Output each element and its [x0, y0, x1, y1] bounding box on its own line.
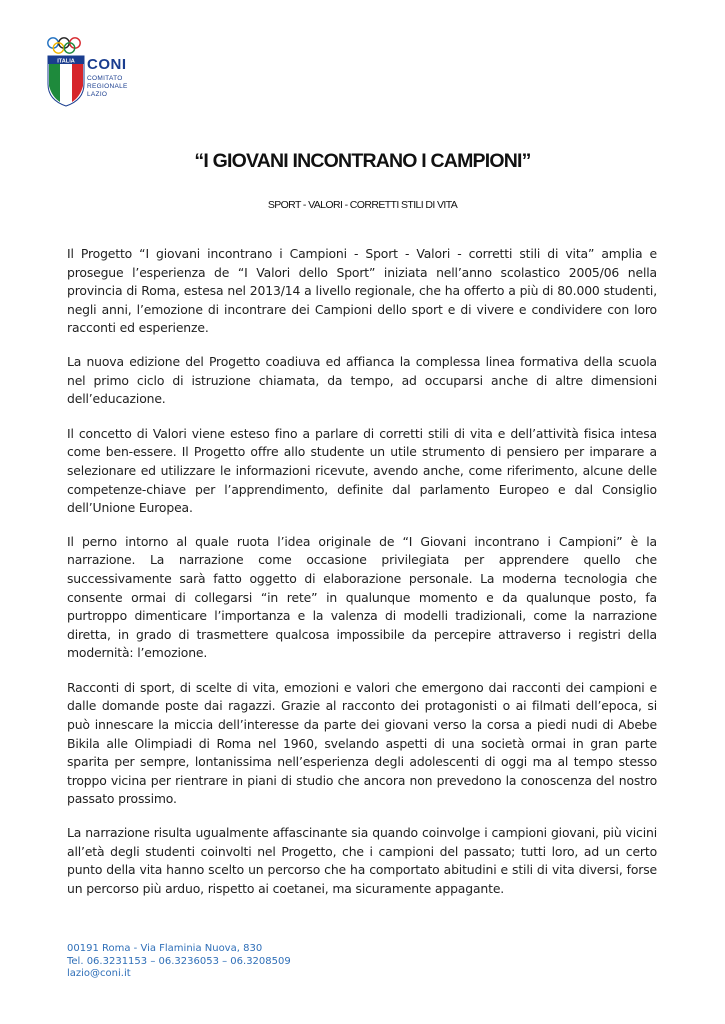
- document-body: [67, 245, 657, 913]
- document-subtitle: SPORT - VALORI - CORRETTI STILI DI VITA: [267, 199, 458, 211]
- org-sub-line: COMITATO: [87, 75, 123, 82]
- logo-italia-label: ITALIA: [57, 58, 75, 65]
- body-paragraph: Il Progetto “I giovani incontrano i Campioni - Sport - Valori - corretti stili di vita” amplia e prosegue l’esperienza de “I Valori dello Sport” iniziata nell’anno scolastico 2005/06 nella provincia di Roma, estesa nel 2013/14 a livello regionale, che ha offerto a più di 80.000 studenti, negli anni, l’emozione di incontrare dei Campioni dello sport e di vivere e condividere con loro racconti ed esperienze.: [67, 246, 657, 336]
- footer-address: 00191 Roma - Via Flaminia Nuova, 830: [67, 943, 263, 954]
- coni-logo: [46, 36, 156, 108]
- footer-phones: Tel. 06.3231153 – 06.3236053 – 06.3208509: [67, 955, 291, 967]
- org-sub-line: LAZIO: [87, 91, 108, 98]
- body-paragraph: Il concetto di Valori viene esteso fino a parlare di corretti stili di vita e dell’attività fisica intesa come ben-essere. Il Progetto offre allo studente un utile strumento di pensiero per imparare a selezionare ed utilizzare le informazioni ricevute, avendo anche, come riferimento, alcune delle competenze-chiave per l’apprendimento, definite dal parlamento Europeo e dal Consiglio dell’Unione Europea.: [67, 425, 657, 516]
- body-paragraph: Il perno intorno al quale ruota l’idea originale de “I Giovani incontrano i Campioni” è la narrazione. La narrazione come occasione privilegiata per apprendere quello che successivamente sarà fatto oggetto di elaborazione personale. La moderna tecnologia che consente ormai di collegarsi “in rete” in qualunque momento e da qualunque posto, fa purtroppo dimenticare l’importanza e la valenza di modelli tradizionali, come la narrazione diretta, in grado di trasmettere qualcosa impossibile da percepire attraverso i registri della modernità: l’emozione.: [67, 533, 657, 661]
- org-sub-line: REGIONALE: [87, 83, 128, 90]
- footer-contact: [67, 943, 467, 981]
- body-paragraph: La narrazione risulta ugualmente affascinante sia quando coinvolge i campioni giovani, più vicini all’età degli studenti coinvolti nel Progetto, che i campioni del passato; tutti loro, ad un certo punto della vita hanno scelto un percorso che ha comportato abitudini e stili di vita diversi, forse un percorso più arduo, rispetto ai coetanei, ma sicuramente appagante.: [67, 825, 657, 896]
- document-title: “I GIOVANI INCONTRANO I CAMPIONI”: [194, 150, 531, 172]
- footer-email-link[interactable]: lazio@coni.it: [67, 968, 131, 979]
- body-paragraph: La nuova edizione del Progetto coadiuva ed affianca la complessa linea formativa della scuola nel primo ciclo di istruzione chiamata, da tempo, ad occuparsi anche di altre dimensioni dell’educazione.: [67, 353, 657, 407]
- org-name: CONI: [87, 56, 127, 73]
- body-paragraph: Racconti di sport, di scelte di vita, emozioni e valori che emergono dai racconti dei campioni e dalle domande poste dai ragazzi. Grazie al racconto dei protagonisti o ai filmati dell’epoca, si può innescare la miccia dell’interesse da parte dei giovani verso la corsa a piedi nudi di Abebe Bikila alle Olimpiadi di Roma nel 1960, svelando aspetti di una società ormai in gran parte sparita per sempre, lontanissima nell’esperienza degli adolescenti di oggi ma al tempo stesso troppo vicina per rientrare in piani di studio che ancora non prevedono la conoscenza del nostro passato prossimo.: [67, 679, 657, 807]
